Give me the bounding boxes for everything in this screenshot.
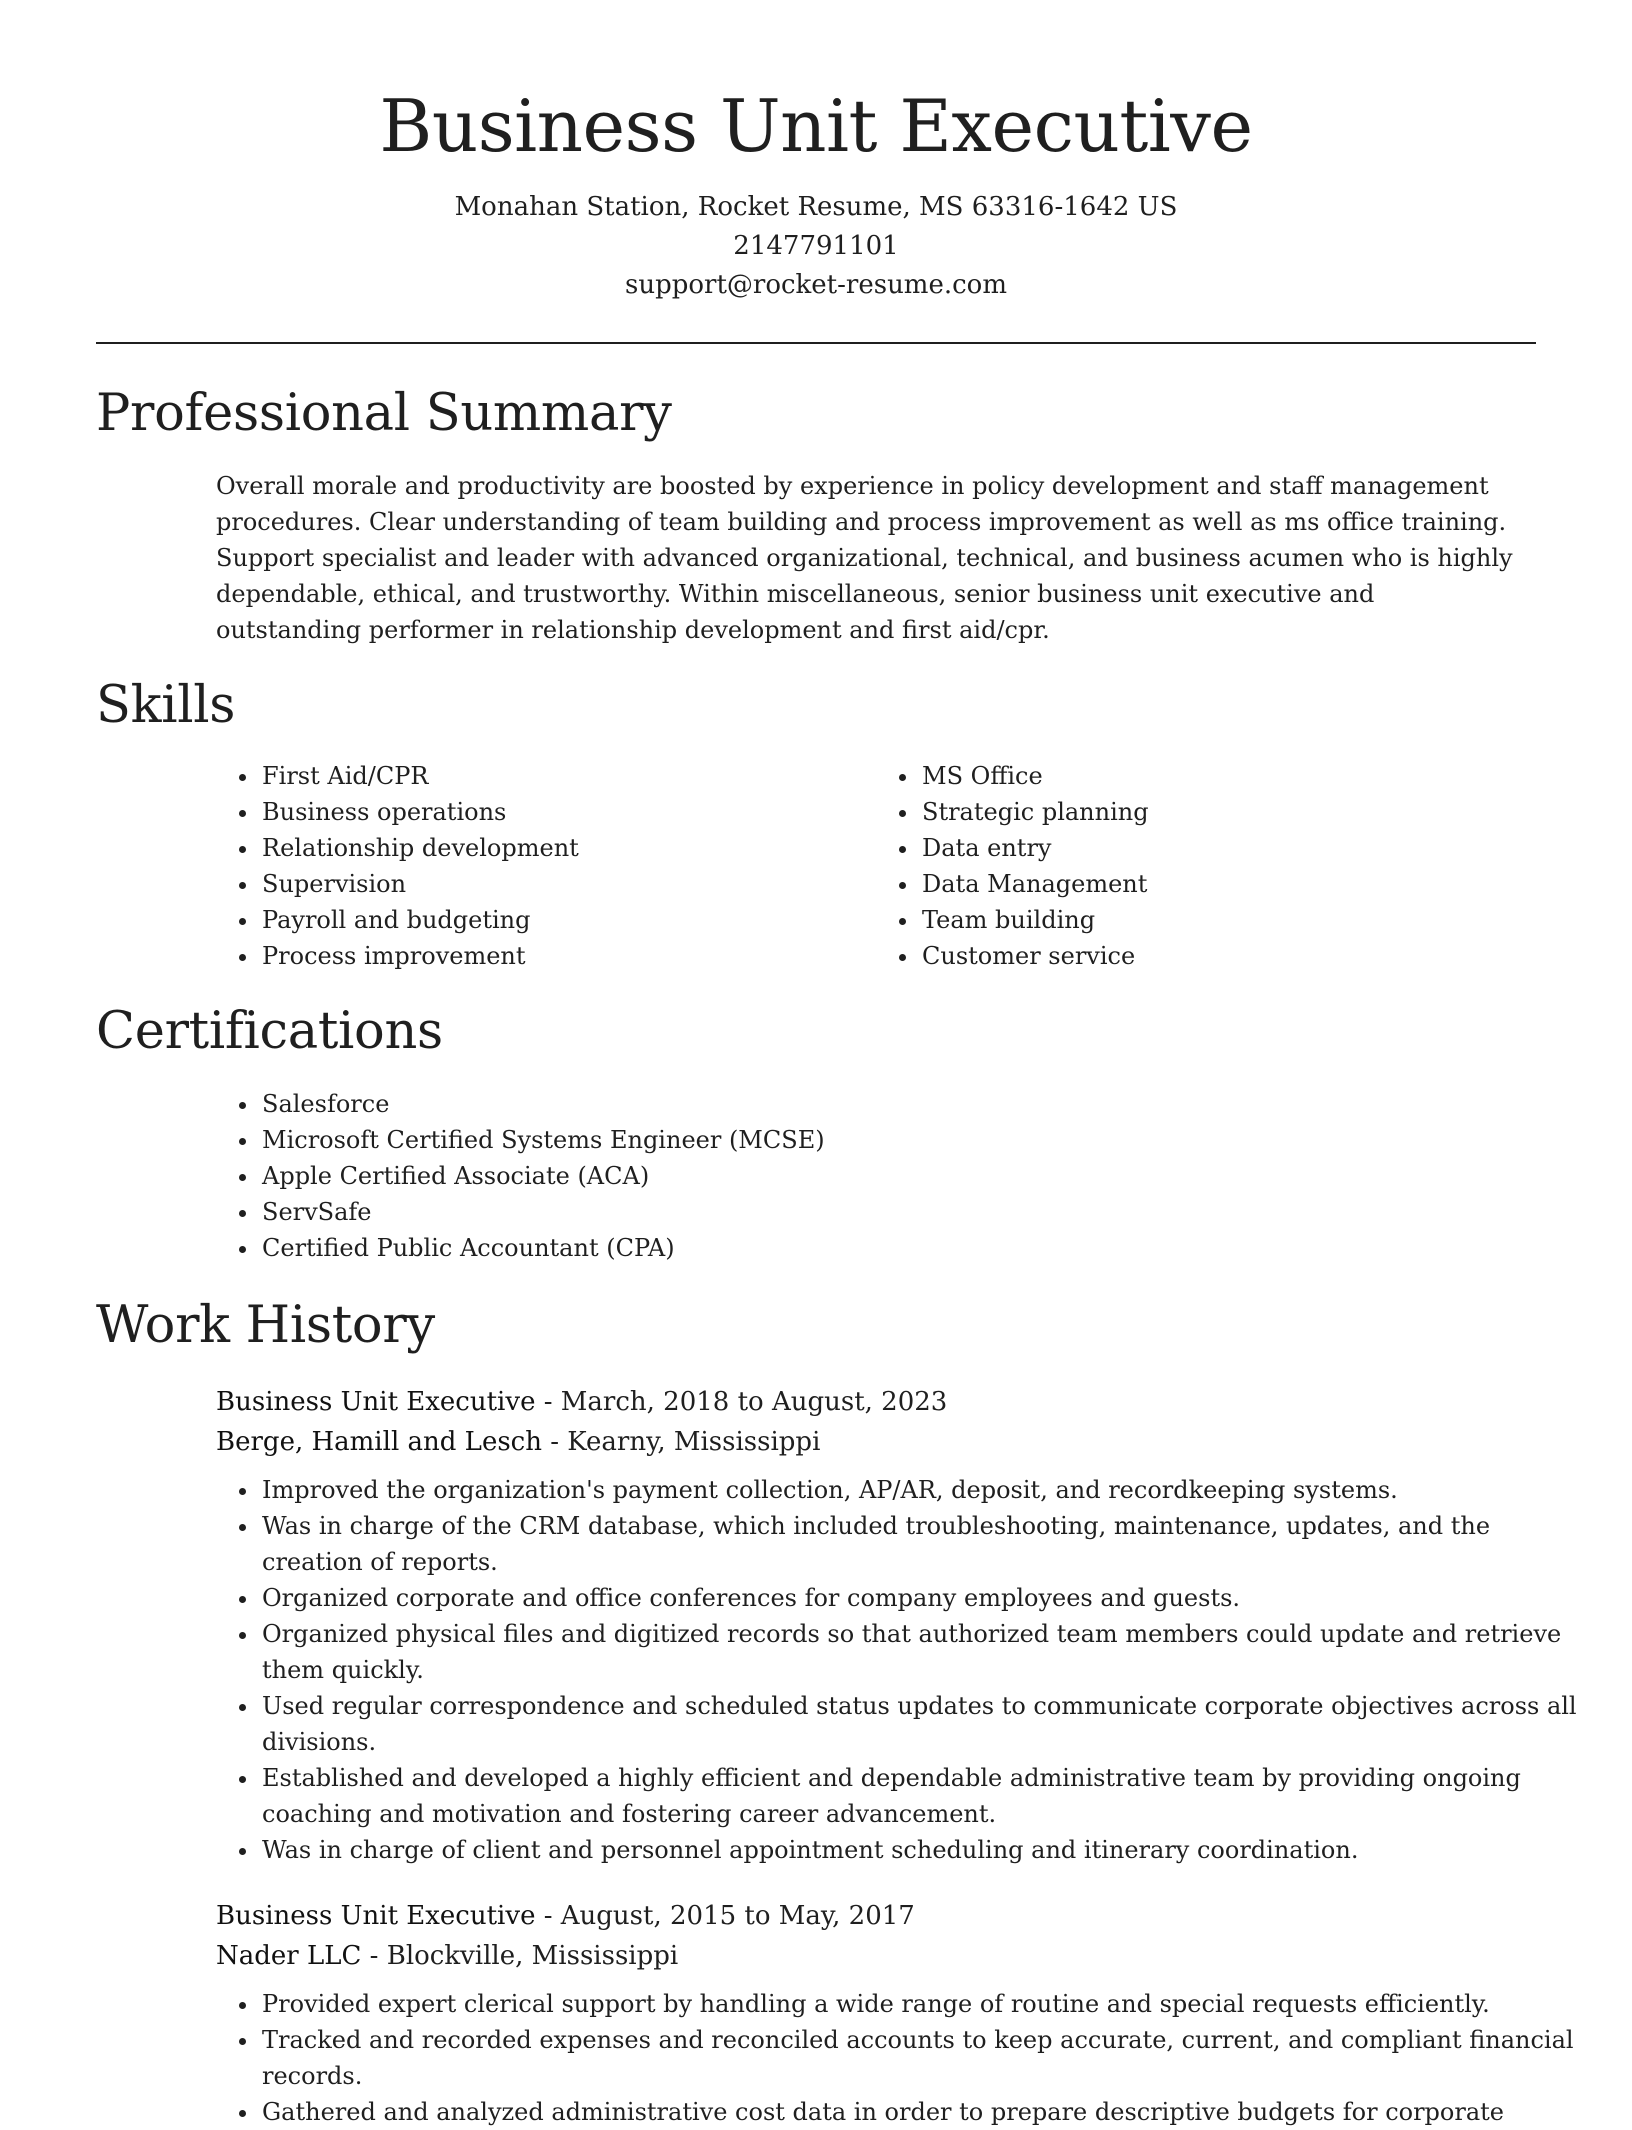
skill-item: • Data entry [920, 830, 1536, 866]
job-dates: - March, 2018 to August, 2023 [535, 1387, 948, 1417]
skill-item: • Strategic planning [920, 794, 1536, 830]
certification-item: • Certified Public Accountant (CPA) [260, 1230, 1536, 1266]
job-entry [216, 1896, 1574, 2130]
job-duties [216, 1472, 1580, 1868]
job-duty: • Tracked and recorded expenses and reconciled accounts to keep accurate, current, and compliant financial records. [260, 2022, 1580, 2094]
job-title: Business Unit Executive [216, 1901, 536, 1931]
job-duty: • Was in charge of client and personnel appointment scheduling and itinerary coordination. [260, 1832, 1580, 1868]
skills-list [216, 758, 1536, 974]
job-duty: • Organized corporate and office conferences for company employees and guests. [260, 1580, 1580, 1616]
job-location: - Kearny, Mississippi [541, 1427, 821, 1457]
header-divider [96, 342, 1536, 344]
job-duty: • Gathered and analyzed administrative cost data in order to prepare descriptive budgets for corporate [260, 2094, 1580, 2130]
resume-header [0, 0, 1632, 305]
skill-item: • First Aid/CPR [260, 758, 876, 794]
job-duty: • Provided expert clerical support by handling a wide range of routine and special requests efficiently. [260, 1986, 1580, 2022]
skill-item: • Business operations [260, 794, 876, 830]
job-location: - Blockville, Mississippi [361, 1941, 679, 1971]
skills-column-right [876, 758, 1536, 974]
address: Monahan Station, Rocket Resume, MS 63316-1642 US [454, 192, 1178, 222]
skill-item: • Payroll and budgeting [260, 902, 876, 938]
job-duty: • Organized physical files and digitized records so that authorized team members could update and retrieve them quickly. [260, 1616, 1580, 1688]
job-company-line [216, 1936, 1536, 1976]
job-company-line [216, 1422, 1536, 1462]
job-title-line [216, 1896, 1536, 1936]
skill-item: • Relationship development [260, 830, 876, 866]
skill-item: • Supervision [260, 866, 876, 902]
certification-item: • Microsoft Certified Systems Engineer (MCSE) [260, 1122, 1536, 1158]
contact-info [0, 188, 1632, 305]
resume-body [96, 372, 1577, 2130]
skill-item: • Process improvement [260, 938, 876, 974]
summary-text: Overall morale and productivity are boosted by experience in policy development and staff management procedures. Clear understanding of team building and process improvement as well as ms office training. Support specialist and leader with advanced organizational, technical, and business acumen who is highly dependable, ethical, and trustworthy. Within miscellaneous, senior business unit executive and outstanding performer in relationship development and first aid/cpr. [216, 472, 1513, 644]
job-duty: • Was in charge of the CRM database, which included troubleshooting, maintenance, updates, and the creation of reports. [260, 1508, 1580, 1580]
job-duties [216, 1986, 1580, 2130]
job-company: Nader LLC [216, 1941, 362, 1971]
candidate-name: Business Unit Executive [379, 84, 1253, 168]
job-title-line [216, 1382, 1536, 1422]
job-entry [216, 1382, 1577, 1868]
certifications-heading: Certifications [96, 1002, 443, 1061]
job-duty: • Established and developed a highly efficient and dependable administrative team by providing ongoing coaching and motivation and fostering career advancement. [260, 1760, 1580, 1832]
summary-heading: Professional Summary [96, 384, 672, 443]
phone: 2147791101 [733, 231, 899, 261]
work-history-heading: Work History [96, 1296, 435, 1355]
email: support@rocket-resume.com [624, 270, 1007, 300]
job-duty: • Used regular correspondence and scheduled status updates to communicate corporate objectives across all divisions. [260, 1688, 1580, 1760]
skills-heading: Skills [96, 676, 236, 735]
skills-column-left [216, 758, 876, 974]
certification-item: • Salesforce [260, 1086, 1536, 1122]
certification-item: • ServSafe [260, 1194, 1536, 1230]
certification-item: • Apple Certified Associate (ACA) [260, 1158, 1536, 1194]
job-title: Business Unit Executive [216, 1387, 536, 1417]
skill-item: • Data Management [920, 866, 1536, 902]
job-company: Berge, Hamill and Lesch [216, 1427, 542, 1457]
certifications-list [216, 1086, 1536, 1266]
skill-item: • MS Office [920, 758, 1536, 794]
job-dates: - August, 2015 to May, 2017 [535, 1901, 915, 1931]
job-duty: • Improved the organization's payment collection, AP/AR, deposit, and recordkeeping systems. [260, 1472, 1580, 1508]
skill-item: • Customer service [920, 938, 1536, 974]
skill-item: • Team building [920, 902, 1536, 938]
